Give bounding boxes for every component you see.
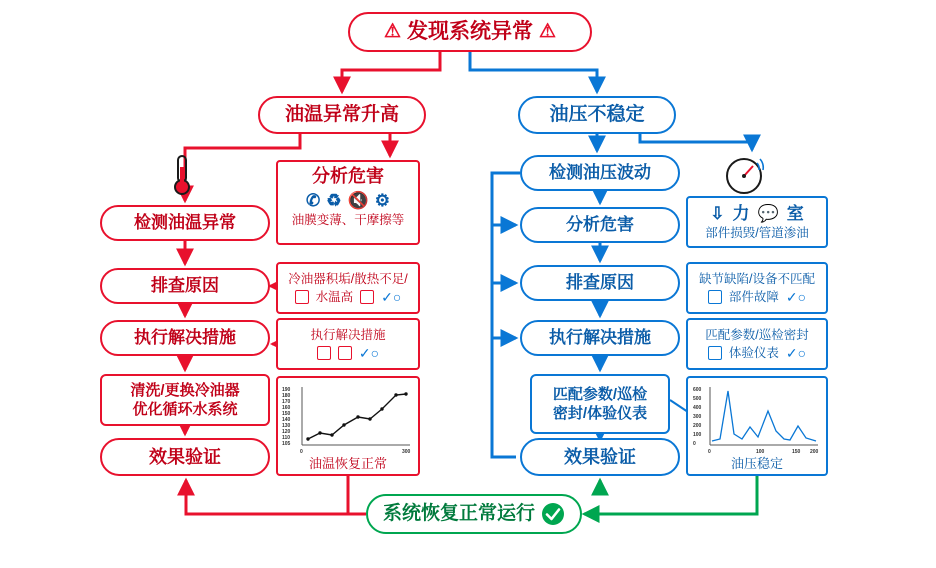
- chart-left-plot: [280, 383, 416, 457]
- svg-text:170: 170: [282, 399, 291, 406]
- checkbox-icon-3[interactable]: [317, 346, 331, 360]
- no-sound-icon: 🔇: [347, 190, 369, 210]
- chart-right: [686, 376, 828, 476]
- fix-panel-left-line1: 执行解决措施: [310, 328, 386, 343]
- svg-text:0: 0: [300, 449, 303, 456]
- harm-panel-right-caption: 部件损毁/管道渗油: [705, 225, 809, 240]
- cause-panel-right-check-label: 部件故障: [728, 289, 779, 304]
- svg-text:500: 500: [693, 396, 702, 403]
- gear-icon: ⚙: [374, 190, 390, 210]
- branch-header-oil-pressure[interactable]: 油压不稳定: [518, 96, 676, 134]
- svg-text:300: 300: [693, 414, 702, 421]
- warning-triangle-icon-right: ⚠: [539, 21, 557, 43]
- svg-text:150: 150: [792, 449, 801, 456]
- warning-triangle-icon-left: ⚠: [383, 21, 401, 43]
- fix-panel-right[interactable]: [686, 318, 828, 370]
- alarm-node[interactable]: [348, 12, 592, 52]
- fix-panel-right-checkrow[interactable]: [708, 346, 806, 360]
- check-circle-icon-2: ✓○: [358, 344, 380, 361]
- fix-panel-left-checkrow[interactable]: [317, 346, 379, 360]
- check-circle-icon-4: ✓○: [785, 344, 807, 361]
- cause-panel-left-check-label: 水温高: [315, 289, 354, 304]
- step-find-cause-left[interactable]: 排查原因: [100, 268, 270, 304]
- measures-right-line1: 匹配参数/巡检: [552, 386, 648, 404]
- step-verify-right[interactable]: 效果验证: [520, 438, 680, 476]
- thermometer-icon: [160, 152, 204, 198]
- chart-left: [276, 376, 420, 476]
- fix-panel-right-check-label: 体验仪表: [728, 345, 779, 360]
- checkbox-icon[interactable]: [295, 290, 309, 304]
- svg-text:200: 200: [693, 423, 702, 430]
- svg-text:100: 100: [693, 432, 702, 439]
- step-analyze-harm-right[interactable]: 分析危害: [520, 207, 680, 243]
- measures-box-right[interactable]: [530, 374, 670, 434]
- checkbox-icon-5[interactable]: [708, 290, 722, 304]
- check-circle-icon-3: ✓○: [785, 288, 807, 305]
- step-verify-left[interactable]: 效果验证: [100, 438, 270, 476]
- cause-panel-left-line1: 冷油器积垢/散热不足/: [288, 272, 408, 287]
- step-detect-oil-temp[interactable]: 检测油温异常: [100, 205, 270, 241]
- svg-text:130: 130: [282, 423, 291, 430]
- svg-text:190: 190: [282, 387, 291, 394]
- chart-right-plot: [690, 383, 824, 457]
- svg-text:100: 100: [756, 449, 765, 456]
- check-circle-icon: ✓○: [381, 288, 402, 305]
- fix-panel-right-line1: 匹配参数/巡检密封: [705, 328, 809, 343]
- fix-panel-left[interactable]: [276, 318, 420, 370]
- harm-panel-right-icons: [710, 204, 803, 224]
- checkbox-icon-6[interactable]: [708, 346, 722, 360]
- step-detect-oil-pressure[interactable]: 检测油压波动: [520, 155, 680, 191]
- footer-system-restored[interactable]: [366, 494, 582, 534]
- svg-text:150: 150: [282, 411, 291, 418]
- svg-text:300: 300: [402, 449, 411, 456]
- checkbox-icon-4[interactable]: [338, 346, 352, 360]
- svg-text:160: 160: [282, 405, 291, 412]
- harm-panel-right[interactable]: [686, 196, 828, 248]
- download-icon: ⇩: [710, 204, 725, 224]
- footer-label: 系统恢复正常运行: [382, 503, 535, 525]
- phone-icon: ✆: [306, 190, 321, 210]
- checkbox-icon-2[interactable]: [360, 290, 374, 304]
- step-execute-fix-left[interactable]: 执行解决措施: [100, 320, 270, 356]
- chart-left-caption: 油温恢复正常: [308, 456, 387, 472]
- harm-panel-left[interactable]: [276, 160, 420, 245]
- cause-panel-left[interactable]: [276, 262, 420, 314]
- harm-panel-left-caption: 油膜变薄、干摩擦等: [291, 213, 405, 228]
- svg-text:120: 120: [282, 429, 291, 436]
- chart-right-caption: 油压稳定: [730, 456, 783, 472]
- measures-right-line2: 密封/体验仪表: [552, 404, 648, 422]
- branch-header-oil-temp[interactable]: 油温异常升高: [258, 96, 426, 134]
- svg-text:600: 600: [693, 387, 702, 394]
- alarm-label: 发现系统异常: [407, 19, 533, 43]
- measures-box-left[interactable]: [100, 374, 270, 426]
- svg-text:400: 400: [693, 405, 702, 412]
- step-execute-fix-right[interactable]: 执行解决措施: [520, 320, 680, 356]
- cause-panel-right-checkrow[interactable]: [708, 290, 806, 304]
- chat-icon: 💬: [757, 204, 779, 224]
- svg-text:110: 110: [282, 435, 291, 442]
- svg-text:140: 140: [282, 417, 291, 424]
- harm-panel-left-title: 分析危害: [312, 166, 384, 186]
- cause-panel-right[interactable]: [686, 262, 828, 314]
- measures-left-line2: 优化循环水系统: [132, 400, 238, 418]
- svg-text:0: 0: [693, 441, 696, 448]
- pressure-gauge-icon: [718, 148, 774, 200]
- measures-left-line1: 清洗/更换冷油器: [130, 382, 240, 400]
- room-icon: 室: [786, 204, 804, 224]
- cause-panel-right-line1: 缺节缺陷/设备不匹配: [699, 272, 815, 287]
- svg-text:105: 105: [282, 441, 291, 448]
- force-icon: 力: [732, 204, 750, 224]
- svg-text:200: 200: [810, 449, 819, 456]
- harm-panel-left-icons: [306, 191, 390, 211]
- cause-panel-left-checkrow[interactable]: [295, 290, 402, 304]
- svg-text:180: 180: [282, 393, 291, 400]
- check-circle-icon-footer: [541, 502, 565, 526]
- svg-text:0: 0: [708, 449, 711, 456]
- step-find-cause-right[interactable]: 排查原因: [520, 265, 680, 301]
- recycle-icon: ♻: [326, 190, 342, 210]
